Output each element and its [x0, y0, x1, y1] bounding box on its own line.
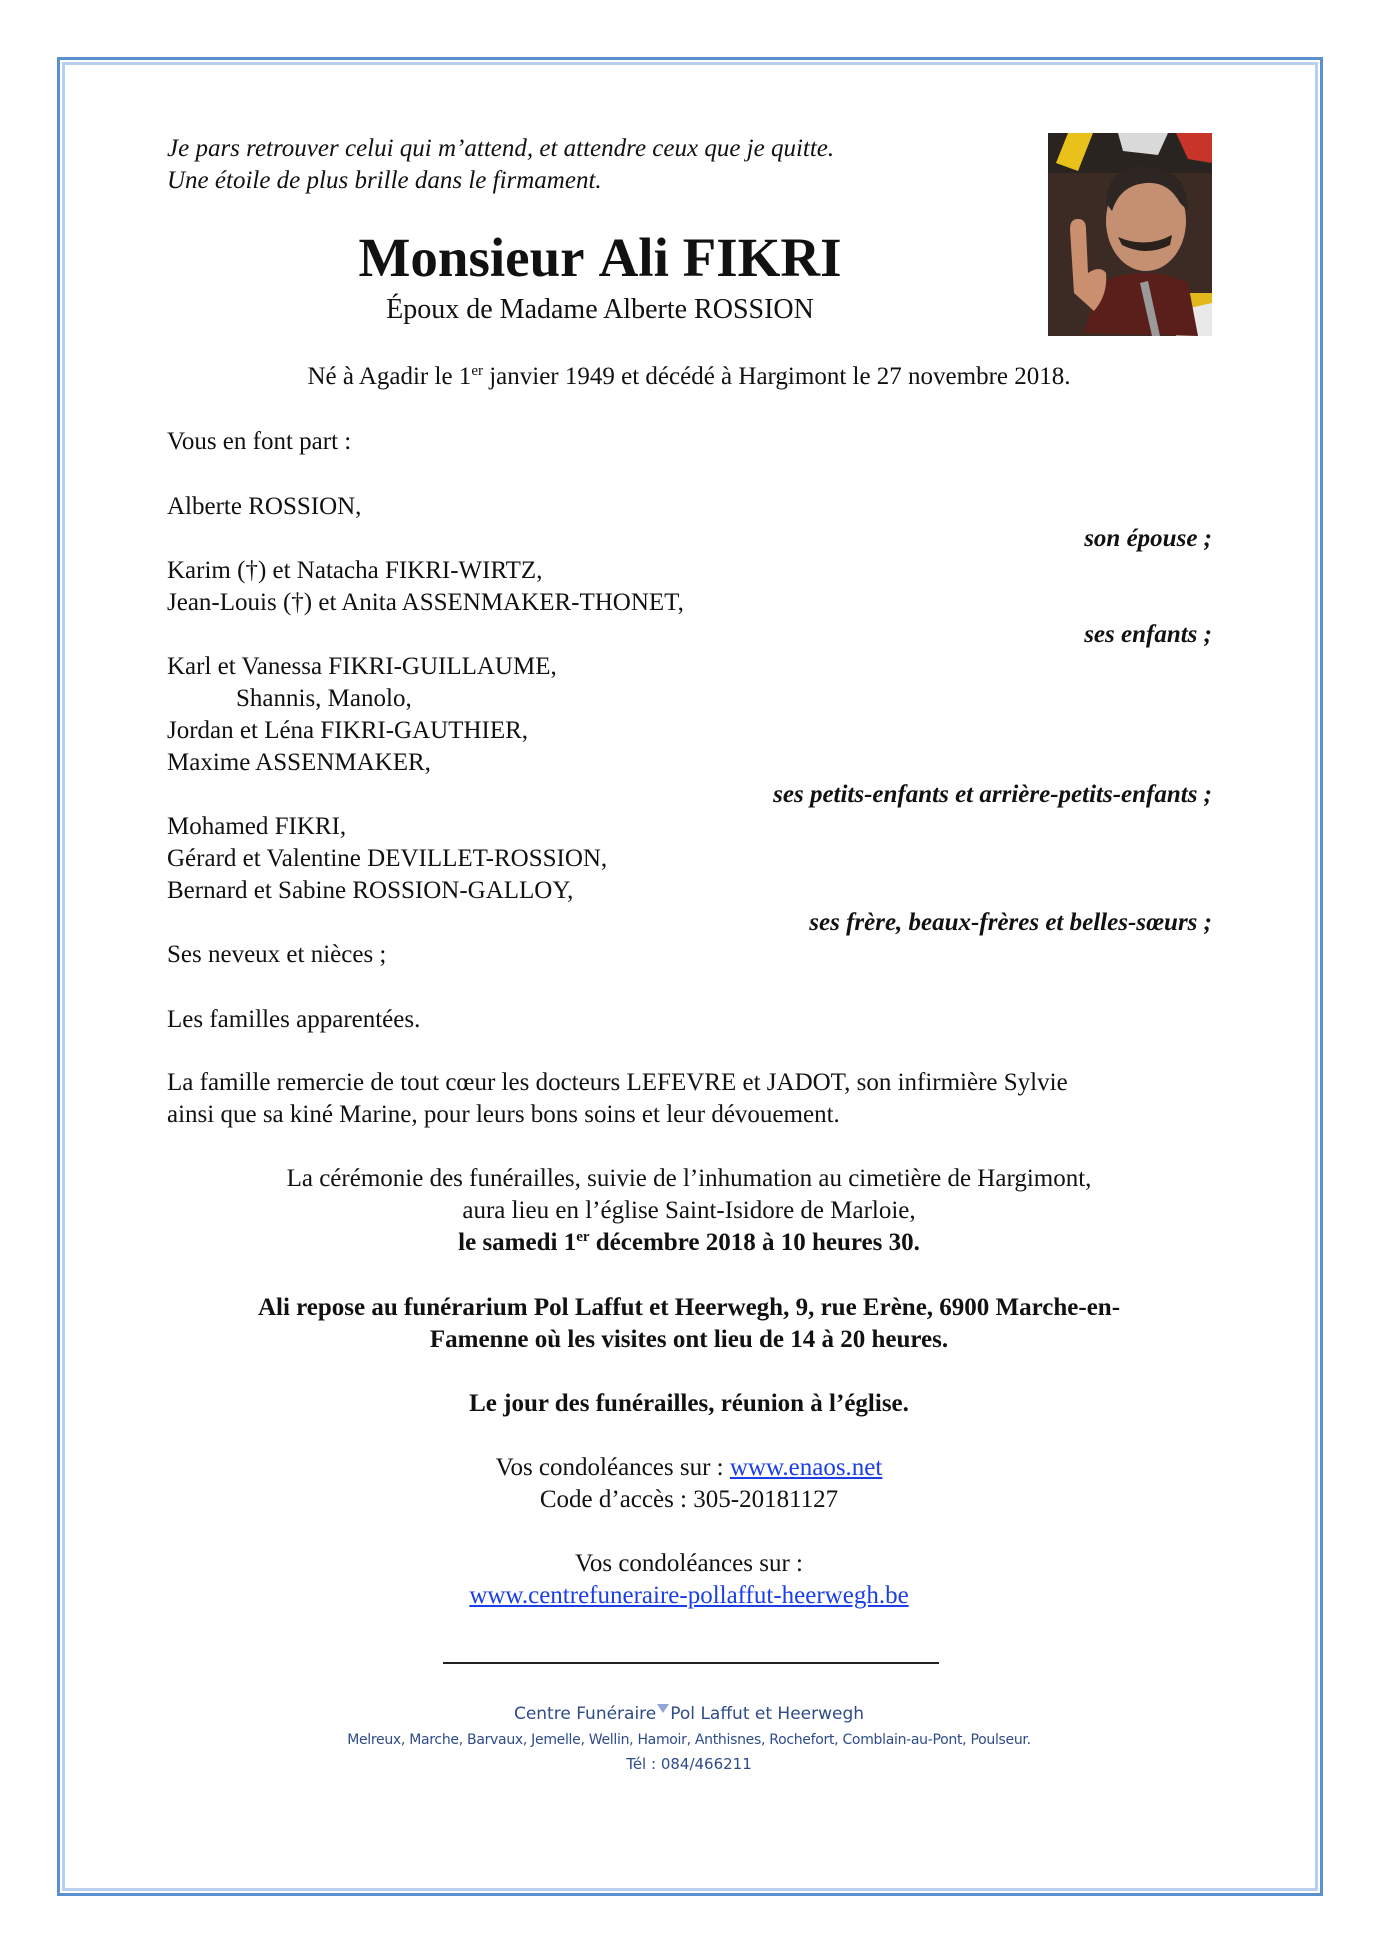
- ceremony-date-superscript: er: [576, 1229, 590, 1245]
- funeral-home-link[interactable]: www.centrefuneraire-pollaffut-heerwegh.be: [469, 1582, 909, 1609]
- footer-name-part-2: Pol Laffut et Heerwegh: [670, 1704, 865, 1724]
- enaos-link[interactable]: www.enaos.net: [729, 1454, 883, 1481]
- family-sibling-1: Mohamed FIKRI,: [167, 813, 347, 840]
- intro-text: Vous en font part :: [167, 428, 352, 455]
- deceased-name: Ali FIKRI: [598, 227, 842, 288]
- ceremony-line-2: aura lieu en l’église Saint-Isidore de Marloie,: [462, 1197, 916, 1224]
- deceased-name-heading: [0, 226, 1200, 290]
- ceremony-line-1: La cérémonie des funérailles, suivie de l’inhumation au cimetière de Hargimont,: [286, 1165, 1092, 1192]
- role-siblings: ses frère, beaux-frères et belles-sœurs ;: [809, 909, 1212, 936]
- born-text-end: janvier 1949 et décédé à Hargimont le 27 novembre 2018.: [482, 363, 1071, 390]
- opening-quote: [167, 133, 834, 197]
- footer-phone: Tél : 084/466211: [626, 1755, 752, 1773]
- family-sibling-3: Bernard et Sabine ROSSION-GALLOY,: [167, 877, 574, 904]
- footer-name-part-1: Centre Funéraire: [513, 1704, 657, 1724]
- footer-locations: Melreux, Marche, Barvaux, Jemelle, Wellin, Hamoir, Anthisnes, Rochefort, Comblain-au-Pont, Poulseur.: [347, 1732, 1031, 1748]
- footer-triangle-icon: [657, 1704, 669, 1713]
- ceremony-date: [0, 1227, 1378, 1259]
- condolences-label-2: Vos condoléances sur :: [575, 1550, 803, 1577]
- meeting-info: Le jour des funérailles, réunion à l’église.: [469, 1390, 909, 1417]
- ceremony-date-start: le samedi 1: [458, 1229, 577, 1256]
- quote-line-2: Une étoile de plus brille dans le firmament.: [167, 167, 602, 194]
- family-child-2: Jean-Louis (†) et Anita ASSENMAKER-THONET,: [167, 589, 684, 616]
- thanks-line-1: La famille remercie de tout cœur les docteurs LEFEVRE et JADOT, son infirmière Sylvie: [167, 1069, 1068, 1096]
- role-spouse: son épouse ;: [1084, 525, 1212, 552]
- title-prefix: Monsieur: [358, 227, 585, 288]
- divider-line: [443, 1662, 939, 1664]
- footer-company: [0, 1702, 1378, 1726]
- family-spouse: Alberte ROSSION,: [167, 493, 362, 520]
- access-code: Code d’accès : 305-20181127: [539, 1486, 839, 1513]
- role-children: ses enfants ;: [1084, 621, 1212, 648]
- role-grandchildren: ses petits-enfants et arrière-petits-enfants ;: [773, 781, 1212, 808]
- family-grandchild-1: Karl et Vanessa FIKRI-GUILLAUME,: [167, 653, 557, 680]
- thanks-line-2: ainsi que sa kiné Marine, pour leurs bons soins et leur dévouement.: [167, 1101, 840, 1128]
- family-great-grandchildren: Shannis, Manolo,: [236, 685, 412, 712]
- condolences-label-1: Vos condoléances sur :: [495, 1454, 730, 1481]
- family-relatives: Les familles apparentées.: [167, 1006, 421, 1033]
- condolences-enaos: [0, 1452, 1378, 1484]
- born-superscript: er: [471, 363, 483, 379]
- family-grandchild-3: Maxime ASSENMAKER,: [167, 749, 431, 776]
- ceremony-date-end: décembre 2018 à 10 heures 30.: [589, 1229, 920, 1256]
- born-text-start: Né à Agadir le 1: [307, 363, 472, 390]
- birth-death-line: [0, 360, 1378, 394]
- family-nephews: Ses neveux et nièces ;: [167, 941, 387, 968]
- family-sibling-2: Gérard et Valentine DEVILLET-ROSSION,: [167, 845, 608, 872]
- condolences-funeral-site: [0, 1580, 1378, 1612]
- family-child-1: Karim (†) et Natacha FIKRI-WIRTZ,: [167, 557, 543, 584]
- repose-line-1: Ali repose au funérarium Pol Laffut et Heerwegh, 9, rue Erène, 6900 Marche-en-: [257, 1294, 1121, 1321]
- quote-line-1: Je pars retrouver celui qui m’attend, et attendre ceux que je quitte.: [167, 135, 835, 162]
- family-grandchild-2: Jordan et Léna FIKRI-GAUTHIER,: [167, 717, 529, 744]
- repose-line-2: Famenne où les visites ont lieu de 14 à 20 heures.: [429, 1326, 949, 1353]
- spouse-line: Époux de Madame Alberte ROSSION: [386, 294, 814, 325]
